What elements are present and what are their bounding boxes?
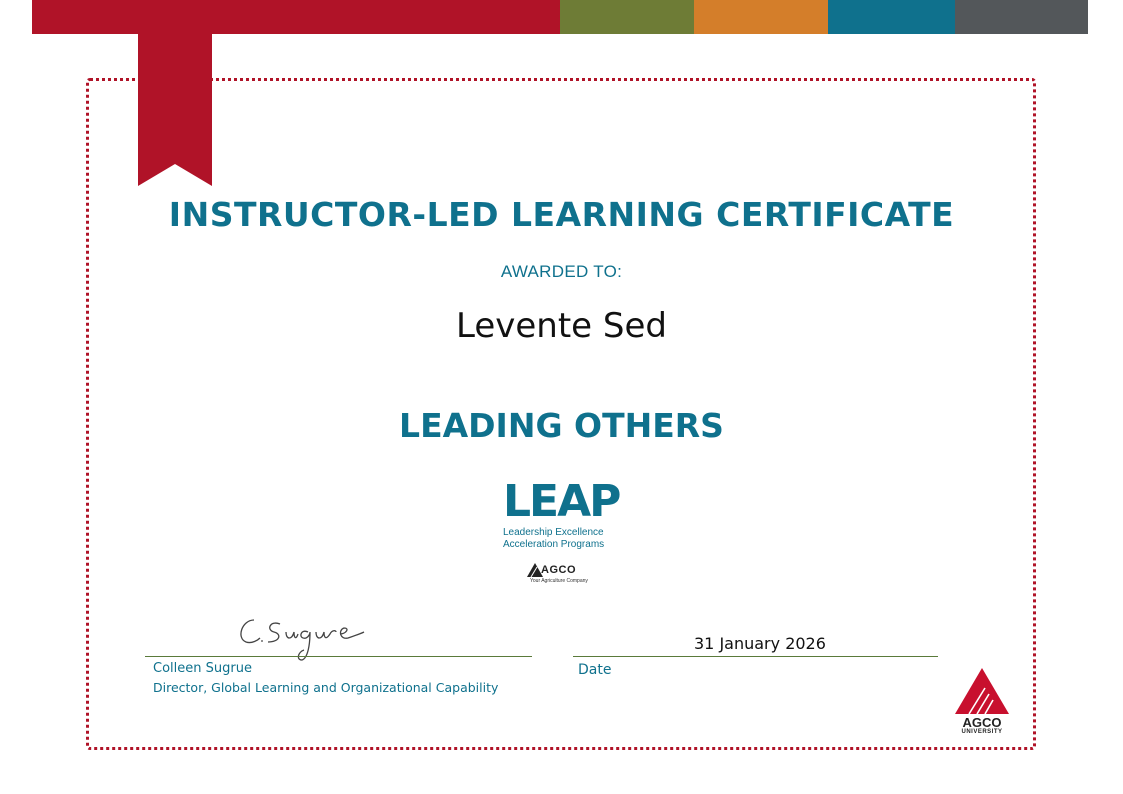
brand-stripe-orange bbox=[694, 0, 828, 34]
agco-university-logo bbox=[950, 668, 1014, 740]
agco-logo-word: AGCO bbox=[541, 564, 576, 576]
recipient-name: Levente Sed bbox=[456, 306, 667, 346]
agco-logo bbox=[527, 562, 597, 588]
signatory-role: Director, Global Learning and Organizational Capability bbox=[153, 680, 499, 695]
ribbon-bookmark bbox=[138, 34, 212, 186]
brand-stripe-green bbox=[560, 0, 694, 34]
leap-logo-line2: Acceleration Programs bbox=[503, 539, 605, 550]
agco-logo-tagline: Your Agriculture Company bbox=[530, 578, 588, 584]
leap-logo-line1: Leadership Excellence bbox=[503, 527, 604, 538]
agco-university-sub: UNIVERSITY bbox=[961, 729, 1003, 735]
awarded-label: AWARDED TO: bbox=[500, 262, 623, 281]
leap-logo-word: LEAP bbox=[503, 476, 620, 527]
course-title: LEADING OTHERS bbox=[399, 406, 724, 445]
certificate-title: INSTRUCTOR-LED LEARNING CERTIFICATE bbox=[168, 195, 955, 234]
agco-university-word: AGCO bbox=[962, 715, 1002, 730]
date-line bbox=[573, 656, 938, 657]
signatory-name: Colleen Sugrue bbox=[153, 661, 252, 676]
date-value: 31 January 2026 bbox=[694, 634, 826, 653]
date-label: Date bbox=[578, 662, 612, 678]
signature-line bbox=[145, 656, 532, 657]
brand-stripe-red bbox=[32, 0, 560, 34]
agco-university-triangle-icon bbox=[955, 668, 1009, 714]
brand-stripe-teal bbox=[828, 0, 955, 34]
brand-stripe-gray bbox=[955, 0, 1088, 34]
handwritten-signature bbox=[232, 608, 372, 668]
